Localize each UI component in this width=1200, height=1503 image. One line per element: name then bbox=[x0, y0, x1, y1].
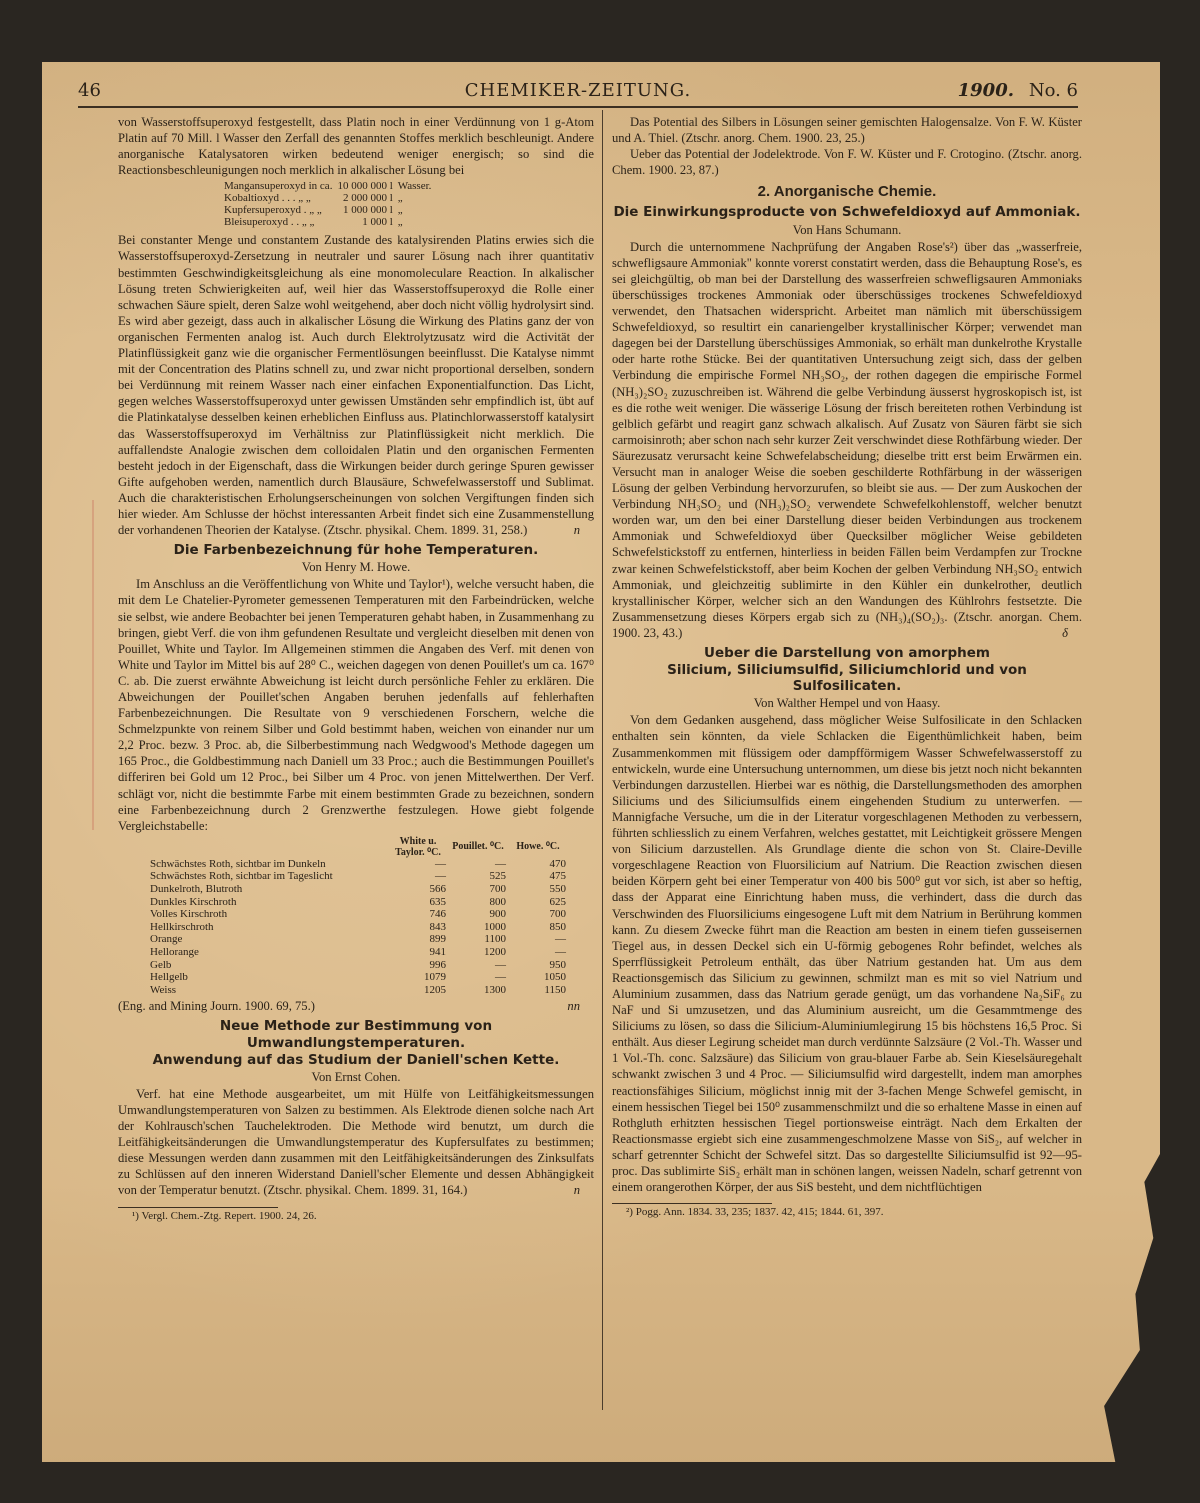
table-cell: 1200 bbox=[484, 946, 506, 958]
table-cell: 566 bbox=[429, 883, 446, 896]
table-cell: 1079 bbox=[424, 971, 446, 984]
oxide-name: Mangansuperoxyd in ca. bbox=[224, 180, 333, 193]
table-row bbox=[224, 204, 436, 216]
oxide-unit: „ bbox=[397, 216, 403, 229]
article-author: Von Ernst Cohen. bbox=[311, 1069, 401, 1084]
table-header-row bbox=[148, 836, 568, 858]
oxide-value: 1 000 l bbox=[362, 216, 393, 229]
paragraph-text: Bei constanter Menge und constantem Zustande des katalysirenden Platins erwies sich die Wasserstoffsuperoxyd-Zersetzung in neutraler und saurer Lösung nach ihrer quantitativ bestimmten Geschwindigkeitsgleichung als eine monomoleculare Reaction. In alkalischer Lösung treten Schwierigkeiten auf, weil hier das Wasserstoffsuperoxyd die Rolle einer schwachen Säure spielt, deren Salze wohl weitgehend, aber doch nicht völlig hydrolysirt sind. Es wird aber gezeigt, dass auch in alkalischer Lösung die Wirkung des Platins ganz der von organischen Fermenten analog ist. Auch durch Elektrolytzusatz wird die Activität der Platinflüssigkeit ganz wie die organischer Fermentlösungen beeinflusst. Die Katalyse nimmt mit der Concentration des Platins schnell zu, und zwar nicht proportional derselben, sondern bei Verdünnung mit reinem Wasser nach einer einfachen Exponentialfunction. Das Licht, gegen welches Wasserstoffsuperoxyd unter gewissen Umständen sehr empfindlich ist, übt auf die Platinkatalyse desselben keinen erheblichen Einfluss aus. Platinchlorwasserstoff katalysirt das Wasserstoffsuperoxyd im Verhältniss zur Platinflüssigkeit nicht merklich. Die auffallendste Analogie zwischen dem colloidalen Platin und den organischen Fermenten besteht jedoch in der Eigenschaft, dass die Wirkungen beider durch geringe Spuren gewisser Gifte aufgehoben werden, namentlich durch Blausäure, Schwefelwasserstoff und Sublimat. Auch die charakteristischen Erholungserscheinungen von solchen Vergiftungen finden sich hier wieder. Am Schlusse der höchst interessanten Arbeit findet sich eine Zusammenstellung der vorhandenen Theorien der Katalyse. (Ztschr. physikal. Chem. 1899. 31, 258.) bbox=[118, 233, 594, 538]
author-signature: δ bbox=[1062, 625, 1068, 640]
table-cell: 900 bbox=[489, 908, 506, 921]
table-cell: — bbox=[495, 971, 506, 984]
author-signature: n bbox=[573, 1183, 580, 1198]
table-row bbox=[148, 984, 568, 997]
table-cell: Hellorange bbox=[150, 946, 199, 958]
table-header bbox=[148, 836, 388, 858]
table-cell: — bbox=[555, 946, 566, 958]
table-cell: 899 bbox=[429, 933, 446, 946]
table-cell: 1000 bbox=[484, 920, 506, 933]
table-cell: 843 bbox=[429, 920, 446, 933]
article-title-continued: Silicium, Siliciumsulfid, Siliciumchlorid und von Sulfosilicaten. bbox=[667, 662, 1027, 695]
footnote: ¹) Vergl. Chem.-Ztg. Repert. 1900. 24, 26. bbox=[132, 1209, 317, 1222]
table-cell: — bbox=[555, 933, 566, 946]
table-cell: Schwächstes Roth, sichtbar im Tageslicht bbox=[150, 870, 333, 883]
table-cell: 625 bbox=[549, 895, 566, 908]
article-author: Von Walther Hempel und von Haasy. bbox=[753, 696, 941, 711]
margin-stain bbox=[92, 500, 94, 830]
table-cell: 1100 bbox=[484, 933, 506, 946]
paragraph-text: Verf. hat eine Methode ausgearbeitet, um mit Hülfe von Leitfähigkeitsmessungen Umwandlungstemperaturen von Salzen zu bestimmen. Als Elektrode dienen solche nach Art der Kohlrausch'schen Tauchelektroden. Die Methode wird benutzt, um durch die Leitfähigkeitsänderungen die Umwandlungstemperatur des Kupfersulfates zu bestimmen; diese Messungen werden dann zusammen mit den Leitfähigkeitsänderungen des Zinksulfats zu Schlüssen auf den inneren Widerstand Daniell'scher Elemente und dessen Abhängigkeit von der Temperatur benutzt. (Ztschr. physikal. Chem. 1899. 31, 164.) bbox=[118, 1086, 594, 1198]
table-row bbox=[148, 896, 568, 909]
table-cell: 550 bbox=[549, 883, 566, 896]
page-header bbox=[78, 78, 1078, 108]
table-row bbox=[148, 870, 568, 883]
table-cell: 475 bbox=[549, 870, 566, 883]
table-row bbox=[148, 921, 568, 934]
table-row bbox=[148, 946, 568, 959]
paragraph: Ueber das Potential der Jodelektrode. Von F. W. Küster und F. Crotogino. (Ztschr. anorg. Chem. 1900. 23, 87.) bbox=[612, 147, 1082, 178]
table-row bbox=[148, 858, 568, 871]
table-row bbox=[224, 192, 436, 204]
issue-year: 1900. bbox=[957, 80, 1014, 101]
article-title: Die Einwirkungsproducte von Schwefeldioxyd auf Ammoniak. bbox=[613, 204, 1081, 221]
table-cell: 700 bbox=[549, 908, 566, 921]
paragraph-text: Durch die unternommene Nachprüfung der Angaben Rose's²) über das „wasserfreie, schwefligsaure Ammoniak" konnte vorerst constatirt werden, dass die Behauptung Rose's, es sei gleichgültig, ob man bei der Darstellung des wasserfreien schwefligsauren Ammoniaks überschüssiges trockenes Ammoniak oder überschüssiges trockenes Schwefeldioxyd verwendet, den Thatsachen widerspricht. Arbeitet man nämlich mit überschüssigem Schwefeldioxyd, so resultirt ein canariengelber krystallinischer Körper; verwendet man dagegen bei der Darstellung überschüssiges Ammoniak, so erhält man dunkelrothe Krystalle oder harte rothe Stücke. Bei der quantitativen Untersuchung zeigt sich, dass der gelben Verbindung die empirische Formel NH₃SO₂, der rothen dagegen die empirische Formel (NH₃)₂SO₂ zuzuschreiben ist. Während die gelbe Verbindung äusserst hygroskopisch ist, ist es die rothe weit weniger. Die wässerige Lösung der frisch bereiteten rothen Verbindung ist gelblich gefärbt und reagirt ganz schwach alkalisch. Auf Zusatz von Säuren färbt sie sich carmoisinroth; aber schon nach sehr kurzer Zeit verschwindet diese Rothfärbung wieder. Der Säurezusatz verursacht keine Schwefelabscheidung; dieselbe tritt erst beim Erwärmen ein. Versucht man in analoger Weise die soeben geschilderte Rothfärbung in der wässerigen Lösung der gelben Verbindung hervorzurufen, so bleibt sie aus. — Der zum Auskochen der Verbindung NH₃SO₂ und (NH₃)₂SO₂ verwendete Schwefelkohlenstoff, welcher benutzt worden war, um den bei einer Darstellung dieser beiden Verbindungen aus trockenem Ammoniak und Schwefeldioxyd über Quecksilber möglicher Weise gebildeten Schwefelstickstoff zu entfernen, hinterliess in beiden Fällen beim Verdampfen zur Trockne zwar keinen Schwefelstickstoff, aber beim Kochen der gelben Verbindung NH₃SO₂ entwich Ammoniak, und gleichzeitig sublimirte in den Kühler ein dunkelrother, deutlich krystallinischer Körper, welcher sich an den Wandungen des Kühlrohrs festsetzte. Die Zusammensetzung dieses Körpers ergab sich zu (NH₃)₄(SO₂)₃. (Ztschr. anorgan. Chem. 1900. 23, 43.) bbox=[612, 239, 1082, 640]
table-cell: 525 bbox=[489, 870, 506, 883]
paragraph: von Wasserstoffsuperoxyd festgestellt, dass Platin noch in einer Verdünnung von 1 g-Atom Platin auf 70 Mill. l Wasser den Zerfall des genannten Stoffes merklich beschleunigt. Andere anorganische Katalysatoren wirken bedeutend weniger energisch; so sind die Reactionsbeschleunigungen noch merklich in alkalischer Lösung bei bbox=[118, 115, 594, 178]
table-cell: Schwächstes Roth, sichtbar im Dunkeln bbox=[150, 857, 326, 870]
oxide-name: Bleisuperoxyd . . „ „ bbox=[224, 216, 315, 229]
article-title: Ueber die Darstellung von amorphem bbox=[704, 645, 990, 661]
table-cell: Dunkelroth, Blutroth bbox=[150, 883, 243, 896]
table-header: Howe. ⁰C. bbox=[516, 841, 560, 853]
table-cell: 1150 bbox=[544, 983, 566, 996]
left-column bbox=[118, 114, 594, 1223]
table-cell: 950 bbox=[549, 958, 566, 971]
oxide-unit: „ bbox=[397, 204, 403, 217]
table-cell: — bbox=[495, 857, 506, 870]
paragraph bbox=[118, 232, 594, 538]
table-cell: Volles Kirschroth bbox=[150, 908, 228, 921]
paragraph bbox=[612, 239, 1082, 641]
table-cell: 1205 bbox=[424, 983, 446, 996]
oxide-value: 10 000 000 l bbox=[337, 180, 393, 193]
oxide-value: 1 000 000 l bbox=[342, 204, 393, 217]
page-number: 46 bbox=[78, 80, 101, 101]
table-cell: 800 bbox=[489, 895, 506, 908]
table-row bbox=[224, 216, 436, 228]
table-cell: Dunkles Kirschroth bbox=[150, 895, 237, 908]
paragraph: Im Anschluss an die Veröffentlichung von White und Taylor¹), welche versucht haben, die mit dem Le Chatelier-Pyrometer gemessenen Temperaturen mit den Farbeindrücken, welche sie selbst, wie andere Beobachter bei jenen Temperaturen gehabt haben, in Zusammenhang zu bringen, giebt Verf. die von ihm gefundenen Resultate und vergleicht dieselben mit denen von Pouillet, White und Taylor. Im Allgemeinen stimmen die Angaben des Verf. mit denen von White und Taylor im Mittel bis auf 28⁰ C., weichen dagegen von denen Pouillet's um ca. 167⁰ C. ab. Die zuerst erwähnte Abweichung ist leicht durch persönliche Fehler zu erklären. Die Abweichungen der Pouillet'schen Angaben beruhen jedenfalls auf fehlerhaften Farbenbezeichnungen. Die Resultate von 9 verschiedenen Forschern, welche die Schmelzpunkte von reinem Silber und Gold bestimmt haben, weichen von einander nur um 2,2 Proc. bezw. 3 Proc. ab, die Silberbestimmung nach Wedgwood's Methode dagegen um 165 Proc., die Goldbestimmung nach Daniell um 33 Proc.; auch die Bestimmungen Pouillet's differiren bei Gold um 12 Proc., bei Silber um 4 Proc. von jenen Mittelwerthen. Der Verf. schlägt vor, nicht die bestimmte Farbe mit einem bestimmten Grade zu bezeichnen, sondern eine Farbenbezeichnung durch 2 Grenzwerthe festzulegen. Howe giebt folgende Vergleichstabelle: bbox=[118, 577, 594, 833]
oxide-value: 2 000 000 l bbox=[342, 192, 393, 205]
table-cell: 746 bbox=[429, 908, 446, 921]
table-cell: Orange bbox=[150, 933, 183, 946]
color-temperature-table bbox=[148, 836, 568, 997]
oxide-name: Kupfersuperoxyd . „ „ bbox=[224, 204, 322, 217]
table-row bbox=[148, 908, 568, 921]
article-title: Neue Methode zur Bestimmung von Umwandlungstemperaturen. bbox=[219, 1018, 493, 1051]
footnote-rule bbox=[118, 1207, 278, 1208]
oxide-unit: „ bbox=[397, 192, 403, 205]
oxide-unit: Wasser. bbox=[397, 180, 432, 193]
article-title: Die Farbenbezeichnung für hohe Temperaturen. bbox=[173, 542, 539, 559]
footnote: ²) Pogg. Ann. 1834. 33, 235; 1837. 42, 415; 1844. 61, 397. bbox=[626, 1206, 884, 1219]
table-cell: — bbox=[435, 857, 446, 870]
oxide-name: Kobaltioxyd . . . „ „ bbox=[224, 192, 311, 205]
table-cell: Weiss bbox=[150, 983, 177, 996]
paragraph bbox=[118, 998, 594, 1014]
table-cell: 700 bbox=[489, 883, 506, 896]
table-cell: 1300 bbox=[484, 983, 506, 996]
table-cell: 470 bbox=[549, 857, 566, 870]
table-cell: 941 bbox=[429, 946, 446, 958]
table-cell: 635 bbox=[429, 895, 446, 908]
author-signature: n bbox=[573, 523, 580, 538]
article-subtitle: Anwendung auf das Studium der Daniell'schen Kette. bbox=[152, 1051, 560, 1068]
journal-title: CHEMIKER-ZEITUNG. bbox=[464, 80, 692, 101]
table-cell: 850 bbox=[549, 920, 566, 933]
table-header: Pouillet. ⁰C. bbox=[452, 841, 504, 853]
table-cell: 996 bbox=[429, 958, 446, 971]
right-column bbox=[612, 114, 1082, 1219]
citation: (Eng. and Mining Journ. 1900. 69, 75.) bbox=[118, 999, 315, 1014]
table-cell: Hellgelb bbox=[150, 971, 188, 984]
issue-number: No. 6 bbox=[1028, 80, 1078, 101]
table-cell: — bbox=[495, 958, 506, 971]
oxide-table bbox=[224, 180, 436, 228]
table-row bbox=[148, 933, 568, 946]
table-row bbox=[148, 959, 568, 972]
table-header: White u. Taylor. ⁰C. bbox=[395, 835, 441, 858]
footnote-rule bbox=[612, 1203, 772, 1204]
paragraph: Von dem Gedanken ausgehend, dass möglicher Weise Sulfosilicate in den Schlacken enthalten sein könnten, da viele Schlacken die Eigenthümlichkeit haben, beim Zusammenkommen mit flüssigem oder dampfförmigem Wasser Schwefelwasserstoff zu entwickeln, wurde eine Untersuchung unternommen, um diese bis jetzt noch nicht bekannten Verbindungen darzustellen. Hierbei war es nöthig, die Darstellungsmethoden des amorphen Siliciums und des Siliciumsulfids einem eingehenden Studium zu unterwerfen. — Mannigfache Versuche, um die in der Literatur vorgeschlagenen Methoden zu verbessern, führten schliesslich zu einem Verfahren, welches gestattet, mit Leichtigkeit grössere Mengen von Silicium darzustellen. Als Grundlage diente die schon von St. Claire-Deville vorgeschlagene Reaction von Fluorsilicium auf Natrium. Die Reaction zwischen diesen beiden Körpern geht bei einer Temperatur von 400 bis 500⁰ gut vor sich, ist aber so heftig, dass der Apparat eine Einrichtung haben muss, die verhindert, dass die durch das Verschwinden des Fluorsiliciums eingesogene Luft mit dem Natrium in Berührung kommen kann. Zu diesem Zwecke führt man die Reaction am besten in einem tiefen gusseisernen Tiegel aus, in dessen Deckel sich ein U-förmig gebogenes Rohr befindet, welches als Sperrflüssigkeit Petroleum enthält, das über Natrium gestanden hat. Um aus dem Reactionsgemisch das Silicium zu gewinnen, schmilzt man es mit so viel Natrium und Aluminium zusammen, dass das Natrium gerade genügt, um das vorhandene Na₂SiF₆ zu NaF und Si umzusetzen, und das Aluminium ausreicht, um die Gesammtmenge des Siliciums zu lösen, so dass die Silicium-Aluminiumlegirung 15 bis höchstens 16,5 Proc. Si enthält. Aus dieser Legirung scheidet man durch verdünnte Salzsäure (2 Vol.-Th. Wasser und 1 Vol.-Th. conc. Salzsäure) das Silicium von grau-blauer Farbe ab. Sein Kieselsäuregehalt schwankt zwischen 3 und 4 Proc. — Siliciumsulfid wird dargestellt, indem man amorphes reactionsfähiges Silicium, möglichst innig mit der 3-fachen Menge Schwefel gemischt, in einem hessischen Tiegel bei 150⁰ zusammenschmilzt und die so erhaltene Masse in einen auf Rothgluth erhitzten hessischen Tiegel portionsweise einträgt. Nach dem Erkalten der Reactionsmasse ergiebt sich eine zusammengeschmolzene Masse von SiS₂, auf welcher in scharf getrennter Schicht der Schwefel sitzt. Das so dargestellte Siliciumsulfid ist 92—95-proc. Das sublimirte SiS₂ erhält man in schönen langen, weissen Nadeln, scharf getrennt von einem orangerothen Körper, der aus SiS besteht, und dem nichtflüchtigen bbox=[612, 713, 1082, 1195]
article-author: Von Henry M. Howe. bbox=[301, 560, 411, 575]
section-title: 2. Anorganische Chemie. bbox=[757, 183, 937, 201]
table-cell: — bbox=[435, 870, 446, 883]
table-row bbox=[148, 971, 568, 984]
paragraph: Das Potential des Silbers in Lösungen seiner gemischten Halogensalze. Von F. W. Küster und A. Thiel. (Ztschr. anorg. Chem. 1900. 23, 25.) bbox=[612, 115, 1082, 146]
table-cell: Hellkirschroth bbox=[150, 920, 214, 933]
article-author: Von Hans Schumann. bbox=[792, 222, 902, 237]
table-row bbox=[224, 180, 436, 192]
author-signature: nn bbox=[567, 999, 580, 1014]
table-cell: 1050 bbox=[544, 971, 566, 984]
paragraph bbox=[118, 1086, 594, 1199]
column-divider bbox=[602, 110, 603, 1410]
table-cell: Gelb bbox=[150, 958, 172, 971]
table-row bbox=[148, 883, 568, 896]
